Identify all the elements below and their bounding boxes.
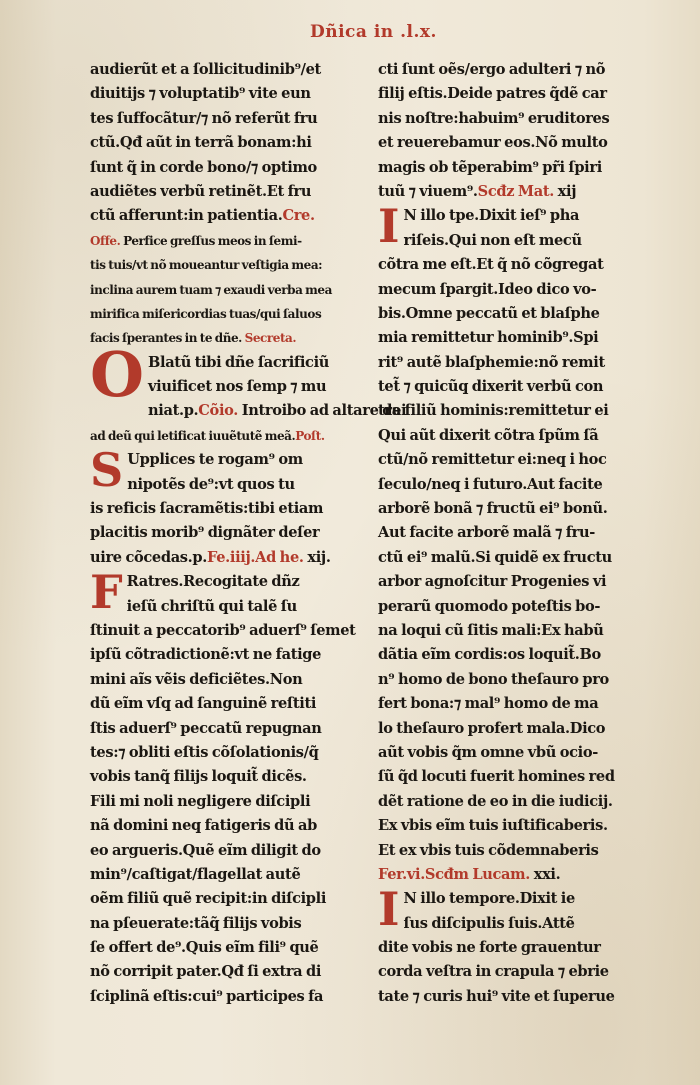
text-line <box>378 985 646 1009</box>
line-text: et reuerebamur eos.Nõ multo <box>378 134 608 152</box>
text-line <box>378 692 646 716</box>
line-text: Ratres.Recogitate dñz <box>126 573 300 591</box>
text-line <box>378 546 646 570</box>
line-text: ſtinuit a peccatorib⁹ aduerſ⁹ ſemet <box>90 621 356 639</box>
text-line <box>378 399 646 423</box>
text-line <box>378 839 646 863</box>
line-text: tuũ ⁊ viuem⁹. <box>378 182 478 200</box>
line-text: corda veſtra in crapula ⁊ ebrie <box>378 963 609 981</box>
right-block-2-lines <box>378 882 646 937</box>
line-text: nis noſtre:habuim⁹ eruditores <box>378 109 610 127</box>
line-text: dãtia eĩm cordis:os loquit̃.Bo <box>378 646 601 664</box>
line-text: magis ob tẽperabim⁹ pr̃i ſpiri <box>378 158 602 176</box>
rubric-text: Poſt. <box>295 428 325 443</box>
initial-i-second: I <box>378 882 400 937</box>
line-text: cti ſunt oẽs/ergo adulteri ⁊ nõ <box>378 61 606 78</box>
text-line <box>90 643 358 667</box>
line-text: Perfice greſſus meos in ſemi- <box>120 233 302 248</box>
text-line <box>90 619 358 643</box>
text-line <box>90 82 358 106</box>
line-text: N illo tpe.Dixit ieſ⁹ pha <box>403 207 580 225</box>
line-text: N illo tempore.Dixit ie <box>403 890 575 908</box>
text-line <box>378 717 646 741</box>
line-text: tet̃ ⁊ quicũq̧ dixerit verbũ con <box>378 378 604 396</box>
text-line <box>90 229 358 253</box>
text-line <box>90 448 358 472</box>
right-block-gospel-matthew <box>378 199 646 254</box>
text-line <box>90 985 358 1009</box>
text-line <box>90 814 358 838</box>
line-text: ctũ ei⁹ malũ.Si quidẽ ex fructu <box>378 548 612 566</box>
text-line <box>378 302 646 326</box>
line-text: tes ſuffocãtur/⁊ nõ referũt fru <box>90 109 318 127</box>
left-lines-top <box>90 58 358 351</box>
right-block-1-lines <box>378 199 646 254</box>
line-text: is reficis ſacramẽtis:tibi etiam <box>90 500 324 518</box>
line-text: ieſũ chriſtũ qui talẽ ſu <box>126 597 297 615</box>
line-text: dite vobis ne forte grauentur <box>378 939 601 957</box>
text-line <box>90 912 358 936</box>
line-text: ipſũ cõtradictionẽ:vt ne fatige <box>90 646 322 664</box>
line-text: lo theſauro profert mala.Dico <box>378 719 606 737</box>
line-text: tra filiũ hominis:remittetur ei <box>378 402 609 420</box>
text-line <box>90 668 358 692</box>
text-line <box>378 229 646 253</box>
text-line <box>378 790 646 814</box>
line-text: riſeis.Qui non eſt mecũ <box>403 231 582 249</box>
line-text: min⁹/caſtigat/flagellat autẽ <box>90 865 301 883</box>
line-text: aũt vobis q̃m omne vbũ ocio- <box>378 743 598 761</box>
line-text: Qui aũt dixerit cõtra ſpũm ſã <box>378 426 599 444</box>
running-title: Dñica in .l.x. <box>310 22 437 42</box>
text-line <box>378 253 646 277</box>
text-line <box>90 692 358 716</box>
line-text: ſũ q̃d locuti fuerit homines red <box>378 768 615 786</box>
text-line <box>90 570 358 594</box>
text-line <box>90 107 358 131</box>
line-text: na loqui cũ ſitis mali:Ex habũ <box>378 621 604 639</box>
text-line <box>378 912 646 936</box>
text-line <box>378 82 646 106</box>
text-line <box>90 741 358 765</box>
initial-f: F <box>90 565 123 620</box>
line-text: niat.p. <box>148 402 199 420</box>
line-text: tes:⁊ obliti eſtis cõſolationis/q̃ <box>90 743 319 761</box>
text-line <box>90 58 358 82</box>
text-line <box>378 643 646 667</box>
text-line <box>90 521 358 545</box>
left-block-epistle <box>90 565 358 620</box>
text-line <box>90 156 358 180</box>
text-line <box>378 473 646 497</box>
text-line <box>90 131 358 155</box>
line-text: ſciplinã eſtis:cui⁹ participes fa <box>90 987 324 1005</box>
line-text: Ex vbis eĩm tuis iuſtificaberis. <box>378 817 608 835</box>
text-line <box>90 473 358 497</box>
line-text: xxi. <box>529 865 561 883</box>
line-text: filij eſtis.Deide patres q̃dẽ car <box>378 85 607 103</box>
rubric-text: Fe.iiij.Ad he. <box>207 548 304 566</box>
text-line <box>90 326 358 350</box>
text-line <box>378 619 646 643</box>
text-line <box>90 546 358 570</box>
line-text: tis tuis/vt nõ moueantur veſtigia mea: <box>90 258 323 273</box>
right-lines-mid <box>378 253 646 887</box>
text-line <box>378 326 646 350</box>
text-line <box>378 58 646 82</box>
line-text: ſtis aduerſ⁹ peccatũ repugnan <box>90 719 322 737</box>
text-line <box>90 278 358 302</box>
initial-o: O <box>90 337 145 411</box>
text-line <box>90 302 358 326</box>
line-text: placitis morib⁹ dignãter deſer <box>90 524 320 542</box>
text-line <box>378 351 646 375</box>
line-text: ſeculo/neq̧ i futuro.Aut facite <box>378 475 603 493</box>
line-text: vobis tanq̃ filijs loquit̃ dicẽs. <box>90 768 307 786</box>
left-column <box>90 58 407 1009</box>
line-text: ſunt q̃ in corde bono/⁊ optimo <box>90 158 317 176</box>
line-text: ctũ/nõ remittetur ei:neq̧ i hoc <box>378 451 607 469</box>
text-line <box>90 839 358 863</box>
line-text: xij. <box>303 548 331 566</box>
line-text: mecum ſpargit.Ideo dico vo- <box>378 280 597 298</box>
text-line <box>90 497 358 521</box>
line-text: ad deũ qui letificat iuuẽtutẽ meã. <box>90 428 296 443</box>
line-text: arborẽ bonã ⁊ fructũ ei⁹ bonũ. <box>378 500 608 518</box>
text-line <box>378 497 646 521</box>
text-line <box>378 156 646 180</box>
text-line <box>378 375 646 399</box>
line-text: na pſeuerate:tãq̃ filijs vobis <box>90 914 302 932</box>
text-line <box>378 887 646 911</box>
left-lines-mid <box>90 497 358 570</box>
left-block-4-lines <box>90 565 358 620</box>
text-line <box>378 595 646 619</box>
text-line <box>90 887 358 911</box>
left-line-after-2 <box>90 424 358 448</box>
text-line <box>378 741 646 765</box>
initial-i-first: I <box>378 199 400 254</box>
line-text: fert bona:⁊ mal⁹ homo de ma <box>378 695 599 713</box>
line-text: arbor agnoſcitur Progenies vi <box>378 573 607 591</box>
line-text: nipotẽs de⁹:vt quos tu <box>127 475 295 493</box>
left-lines-end <box>90 619 358 1009</box>
line-text: Et ex vbis tuis cõdemnaberis <box>378 841 599 859</box>
line-text: mirifica miſericordias tuas/qui ſaluos <box>90 306 322 321</box>
line-text: mia remittetur hominib⁹.Spi <box>378 329 599 347</box>
rubric-text: Scđz Mat. <box>477 182 554 200</box>
text-line <box>378 814 646 838</box>
line-text: ſus diſcipulis ſuis.Attẽ <box>403 914 575 932</box>
left-block-3-lines <box>90 443 358 498</box>
text-line <box>378 131 646 155</box>
right-block-gospel-luke <box>378 882 646 937</box>
line-text: xij <box>553 182 577 200</box>
line-text: rit⁹ autẽ blaſphemie:nõ remit <box>378 353 605 371</box>
line-text: uire cõcedas.p. <box>90 548 207 566</box>
text-line <box>378 204 646 228</box>
line-text: n⁹ homo de bono theſauro pro <box>378 670 609 688</box>
text-line <box>90 595 358 619</box>
line-text: ctũ afferunt:in patientia. <box>90 207 283 225</box>
line-text: facis ſperantes in te dñe. <box>90 331 242 346</box>
line-text: Fili mi noli negligere diſcipli <box>90 792 311 810</box>
line-text: ſe offert de⁹.Quis eĩm fili⁹ quẽ <box>90 939 319 957</box>
text-line <box>378 107 646 131</box>
text-line <box>378 278 646 302</box>
text-line <box>90 424 358 448</box>
text-line <box>378 521 646 545</box>
right-column <box>378 58 646 1009</box>
text-line <box>90 717 358 741</box>
right-lines-top <box>378 58 646 204</box>
line-text: perarũ quomodo poteſtis bo- <box>378 597 601 615</box>
text-line <box>378 960 646 984</box>
line-text: diuitijs ⁊ voluptatib⁹ vite eun <box>90 85 311 103</box>
rubric-text: Offe. <box>90 233 121 248</box>
text-line <box>90 253 358 277</box>
right-lines-end <box>378 936 646 1009</box>
text-line <box>90 180 358 204</box>
line-text: viuificet nos ſemp ⁊ mu <box>148 378 327 396</box>
line-text: Blatũ tibi dñe ſacrificiũ <box>148 353 330 371</box>
rubric-text: Cõio. <box>198 402 238 420</box>
text-line <box>90 765 358 789</box>
line-text: inclina aurem tuam ⁊ exaudi verba mea <box>90 282 332 297</box>
line-text: Upplices te rogam⁹ om <box>127 451 303 469</box>
text-line <box>378 180 646 204</box>
line-text: dũ eĩm vſq̧ ad ſanguinẽ reſtiti <box>90 695 317 713</box>
text-line <box>378 863 646 887</box>
line-text: nõ corripit pater.Qđ ſi extra di <box>90 963 322 981</box>
initial-s: S <box>90 443 124 498</box>
rubric-text: Fer.vi.Scđm Lucam. <box>378 865 530 883</box>
text-line <box>378 765 646 789</box>
text-line <box>90 960 358 984</box>
text-line <box>378 448 646 472</box>
rubric-text: Cre. <box>282 207 315 225</box>
text-line <box>378 936 646 960</box>
text-line <box>90 790 358 814</box>
text-line <box>90 204 358 228</box>
text-line <box>90 863 358 887</box>
text-line <box>378 570 646 594</box>
line-text: mini aĩs vẽis deficiẽtes.Non <box>90 670 303 688</box>
text-line <box>378 668 646 692</box>
line-text: dẽt ratione de eo in die iudicij. <box>378 792 613 810</box>
line-text: eo argueris.Quẽ eĩm diligit do <box>90 841 321 859</box>
text-line <box>90 936 358 960</box>
line-text: oẽm filiũ quẽ recipit:in diſcipli <box>90 890 327 908</box>
line-text: ctũ.Qđ aũt in terrã bonam:hi <box>90 134 312 152</box>
line-text: nã domini neq̧ fatigeris dũ ab <box>90 817 317 835</box>
rubric-text: Secreta. <box>241 331 297 346</box>
left-block-postcommunion <box>90 443 358 498</box>
line-text: Introibo ad altare dei <box>238 402 407 420</box>
line-text: bis.Omne peccatũ et blaſphe <box>378 304 600 322</box>
line-text: tate ⁊ curis hui⁹ vite et ſuperue <box>378 987 615 1005</box>
line-text: cõtra me eſt.Et q̃ nõ cõgregat <box>378 256 604 274</box>
line-text: audierũt et a ſollicitudinib⁹/et <box>90 61 321 78</box>
line-text: audiẽtes verbũ retinẽt.Et fru <box>90 182 312 200</box>
text-line <box>378 424 646 448</box>
line-text: Aut facite arborẽ malã ⁊ fru- <box>378 524 595 542</box>
